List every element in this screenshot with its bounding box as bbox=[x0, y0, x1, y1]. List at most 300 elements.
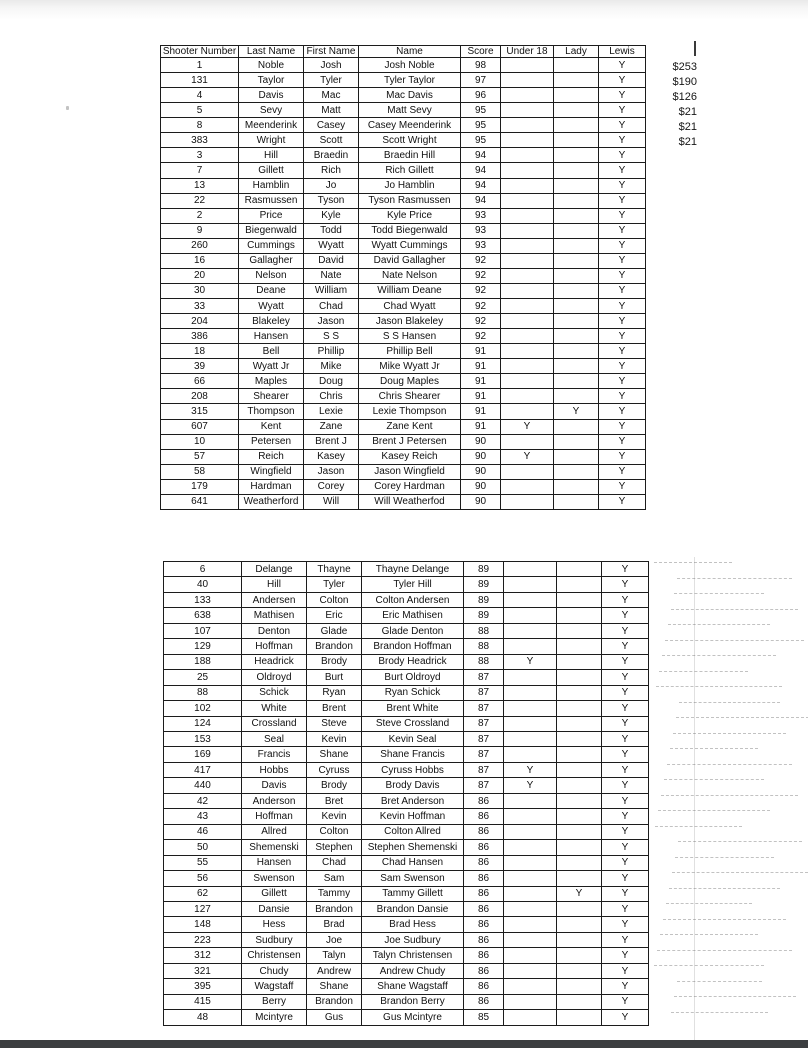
table-cell: Denton bbox=[242, 623, 307, 638]
table-cell: Wagstaff bbox=[242, 979, 307, 994]
table-cell bbox=[557, 793, 602, 808]
table-cell bbox=[501, 464, 554, 479]
table-cell: S S Hansen bbox=[359, 329, 461, 344]
table-cell: Y bbox=[599, 148, 646, 163]
table-cell bbox=[501, 253, 554, 268]
table-cell: Mathisen bbox=[242, 608, 307, 623]
ghost-dash-line bbox=[669, 888, 780, 889]
ghost-dash-line bbox=[676, 717, 808, 718]
table-cell: Will bbox=[304, 494, 359, 509]
table-cell: Y bbox=[599, 314, 646, 329]
table-cell: 88 bbox=[464, 623, 504, 638]
table-cell: Y bbox=[602, 1010, 649, 1026]
table-cell: 93 bbox=[461, 208, 501, 223]
table-cell bbox=[501, 238, 554, 253]
table-cell: Gus Mcintyre bbox=[362, 1010, 464, 1026]
table-cell: Tyler bbox=[304, 73, 359, 88]
ghost-dash-line bbox=[671, 609, 798, 610]
table-cell: Hill bbox=[242, 577, 307, 592]
table-row bbox=[164, 731, 649, 746]
table-cell bbox=[554, 449, 599, 464]
table-cell: Delange bbox=[242, 562, 307, 577]
table-cell bbox=[504, 871, 557, 886]
table-cell: Ryan Schick bbox=[362, 685, 464, 700]
table-cell: Y bbox=[599, 344, 646, 359]
table-cell: Davis bbox=[242, 778, 307, 793]
table-cell bbox=[501, 329, 554, 344]
table-cell: Weatherford bbox=[239, 494, 304, 509]
table-cell: Todd Biegenwald bbox=[359, 223, 461, 238]
ghost-dash-line bbox=[667, 764, 792, 765]
table-cell: Hardman bbox=[239, 479, 304, 494]
table-cell bbox=[504, 562, 557, 577]
table-cell bbox=[504, 809, 557, 824]
table-cell: Y bbox=[599, 464, 646, 479]
table-cell: Brad Hess bbox=[362, 917, 464, 932]
table-cell bbox=[554, 208, 599, 223]
table-cell: Meenderink bbox=[239, 118, 304, 133]
table-cell: 133 bbox=[164, 592, 242, 607]
table-cell: 87 bbox=[464, 731, 504, 746]
table-cell: Andrew Chudy bbox=[362, 963, 464, 978]
table-row bbox=[161, 389, 646, 404]
table-cell: Y bbox=[602, 886, 649, 901]
table-cell: Shane bbox=[307, 979, 362, 994]
payout-amount: $190 bbox=[672, 76, 697, 88]
table-cell: 86 bbox=[464, 994, 504, 1009]
table-cell bbox=[504, 840, 557, 855]
table-cell: Hess bbox=[242, 917, 307, 932]
table-cell: 124 bbox=[164, 716, 242, 731]
table-cell: Mike Wyatt Jr bbox=[359, 359, 461, 374]
table-cell: Brent White bbox=[362, 701, 464, 716]
table-cell: White bbox=[242, 701, 307, 716]
table-row bbox=[164, 855, 649, 870]
ghost-dash-line bbox=[678, 841, 802, 842]
table-cell: 386 bbox=[161, 329, 239, 344]
table-cell bbox=[504, 855, 557, 870]
table-cell: 95 bbox=[461, 103, 501, 118]
ghost-dash-line bbox=[656, 686, 782, 687]
table-cell bbox=[557, 670, 602, 685]
table-row bbox=[161, 283, 646, 298]
table-cell: 92 bbox=[461, 268, 501, 283]
table-cell: Brody bbox=[307, 654, 362, 669]
table-cell: Jason Wingfield bbox=[359, 464, 461, 479]
table-cell bbox=[504, 793, 557, 808]
table-cell: Phillip bbox=[304, 344, 359, 359]
table-cell: Scott bbox=[304, 133, 359, 148]
table-cell: Blakeley bbox=[239, 314, 304, 329]
table-cell: Crossland bbox=[242, 716, 307, 731]
ghost-dash-line bbox=[661, 795, 798, 796]
table-cell: 638 bbox=[164, 608, 242, 623]
table-row bbox=[161, 479, 646, 494]
table-cell: Chris Shearer bbox=[359, 389, 461, 404]
table-cell: 315 bbox=[161, 404, 239, 419]
table-cell: Y bbox=[599, 163, 646, 178]
table-row bbox=[161, 314, 646, 329]
table-cell: Josh bbox=[304, 58, 359, 73]
table-cell: Y bbox=[602, 654, 649, 669]
ghost-dash-line bbox=[657, 950, 792, 951]
table-cell: Jason bbox=[304, 314, 359, 329]
table-cell: 91 bbox=[461, 404, 501, 419]
table-row bbox=[161, 404, 646, 419]
table-cell: Taylor bbox=[239, 73, 304, 88]
table-cell: Shane Francis bbox=[362, 747, 464, 762]
table-cell: Doug bbox=[304, 374, 359, 389]
payout-amount: $21 bbox=[678, 106, 697, 118]
table-cell: 33 bbox=[161, 299, 239, 314]
table-cell: 2 bbox=[161, 208, 239, 223]
table-cell: 87 bbox=[464, 778, 504, 793]
table-cell: 94 bbox=[461, 163, 501, 178]
column-header: Score bbox=[461, 46, 501, 58]
table-cell bbox=[501, 494, 554, 509]
table-cell: Lexie bbox=[304, 404, 359, 419]
table-cell: Tyson bbox=[304, 193, 359, 208]
table-cell: Cyruss Hobbs bbox=[362, 762, 464, 777]
table-cell: Y bbox=[602, 701, 649, 716]
table-cell: 415 bbox=[164, 994, 242, 1009]
table-cell: 86 bbox=[464, 901, 504, 916]
ghost-dash-line bbox=[674, 593, 764, 594]
table-row bbox=[161, 103, 646, 118]
table-cell bbox=[501, 223, 554, 238]
table-cell: 87 bbox=[464, 685, 504, 700]
table-cell: Burt bbox=[307, 670, 362, 685]
table-cell: Stephen Shemenski bbox=[362, 840, 464, 855]
table-cell: Chad Wyatt bbox=[359, 299, 461, 314]
payout-amounts-column bbox=[645, 60, 697, 150]
payout-amount: $21 bbox=[678, 121, 697, 133]
table-cell: Mac Davis bbox=[359, 88, 461, 103]
table-cell: Chad bbox=[304, 299, 359, 314]
table-cell: Eric bbox=[307, 608, 362, 623]
table-cell: Y bbox=[599, 103, 646, 118]
ghost-dash-line bbox=[663, 919, 786, 920]
table-row bbox=[161, 268, 646, 283]
table-cell: Noble bbox=[239, 58, 304, 73]
table-cell: Y bbox=[599, 449, 646, 464]
table-cell: Y bbox=[602, 979, 649, 994]
table-cell bbox=[554, 163, 599, 178]
table-cell: Swenson bbox=[242, 871, 307, 886]
table-row bbox=[161, 434, 646, 449]
table-cell: Braedin Hill bbox=[359, 148, 461, 163]
table-row bbox=[161, 118, 646, 133]
table-cell: William Deane bbox=[359, 283, 461, 298]
table-cell: Brent J bbox=[304, 434, 359, 449]
table-cell: Shearer bbox=[239, 389, 304, 404]
table-row bbox=[161, 58, 646, 73]
table-cell: Kyle bbox=[304, 208, 359, 223]
table-cell bbox=[504, 1010, 557, 1026]
table-row bbox=[164, 963, 649, 978]
column-header: Lady bbox=[554, 46, 599, 58]
table-row bbox=[161, 178, 646, 193]
table-cell: Y bbox=[504, 778, 557, 793]
table-cell: 148 bbox=[164, 917, 242, 932]
table-cell: 90 bbox=[461, 449, 501, 464]
table-cell bbox=[554, 283, 599, 298]
table-cell: Tyson Rasmussen bbox=[359, 193, 461, 208]
table-cell: 87 bbox=[464, 670, 504, 685]
table-cell: 86 bbox=[464, 809, 504, 824]
table-cell bbox=[554, 389, 599, 404]
table-cell: 87 bbox=[464, 762, 504, 777]
ghost-dash-line bbox=[668, 624, 770, 625]
table-cell: 204 bbox=[161, 314, 239, 329]
table-cell: Thayne Delange bbox=[362, 562, 464, 577]
table-cell bbox=[557, 1010, 602, 1026]
table-row bbox=[164, 685, 649, 700]
table-cell bbox=[557, 639, 602, 654]
table-cell: 641 bbox=[161, 494, 239, 509]
table-cell: Andersen bbox=[242, 592, 307, 607]
table-cell: Colton bbox=[307, 824, 362, 839]
table-cell: 56 bbox=[164, 871, 242, 886]
table-cell: 321 bbox=[164, 963, 242, 978]
table-cell: Hoffman bbox=[242, 809, 307, 824]
table-cell: Kevin bbox=[307, 809, 362, 824]
table-cell bbox=[554, 374, 599, 389]
table-cell: Schick bbox=[242, 685, 307, 700]
column-header: Lewis bbox=[599, 46, 646, 58]
table-row bbox=[164, 562, 649, 577]
table-cell: Y bbox=[602, 809, 649, 824]
table-cell: Y bbox=[599, 434, 646, 449]
column-header: Shooter Number bbox=[161, 46, 239, 58]
table-cell: 383 bbox=[161, 133, 239, 148]
table-cell: Sevy bbox=[239, 103, 304, 118]
table-row bbox=[161, 223, 646, 238]
table-row bbox=[161, 359, 646, 374]
table-cell bbox=[554, 148, 599, 163]
table-cell: Y bbox=[599, 479, 646, 494]
table-cell: Will Weatherfod bbox=[359, 494, 461, 509]
table-row bbox=[164, 871, 649, 886]
table-cell: Y bbox=[602, 670, 649, 685]
table-cell: 92 bbox=[461, 283, 501, 298]
table-cell: Wingfield bbox=[239, 464, 304, 479]
table-cell bbox=[501, 389, 554, 404]
table-cell: Rich Gillett bbox=[359, 163, 461, 178]
ghost-dash-line bbox=[672, 872, 808, 873]
table-cell bbox=[504, 979, 557, 994]
table-cell: Tyler bbox=[307, 577, 362, 592]
table-cell bbox=[501, 163, 554, 178]
table-cell: Hansen bbox=[239, 329, 304, 344]
table-cell: Doug Maples bbox=[359, 374, 461, 389]
table-cell: Wright bbox=[239, 133, 304, 148]
table-cell: 89 bbox=[464, 577, 504, 592]
table-cell: Y bbox=[602, 793, 649, 808]
table-cell: Phillip Bell bbox=[359, 344, 461, 359]
table-cell: Nate Nelson bbox=[359, 268, 461, 283]
table-cell: Y bbox=[599, 268, 646, 283]
table-cell: Y bbox=[602, 608, 649, 623]
table-cell bbox=[501, 344, 554, 359]
table-cell bbox=[554, 88, 599, 103]
table-cell bbox=[504, 639, 557, 654]
table-cell: 43 bbox=[164, 809, 242, 824]
table-cell: Gillett bbox=[242, 886, 307, 901]
table-cell: 90 bbox=[461, 479, 501, 494]
table-cell bbox=[557, 809, 602, 824]
table-cell: 88 bbox=[464, 654, 504, 669]
table-cell: 4 bbox=[161, 88, 239, 103]
table-cell: 86 bbox=[464, 886, 504, 901]
column-header: Last Name bbox=[239, 46, 304, 58]
table-cell: Y bbox=[602, 623, 649, 638]
table-cell: Y bbox=[599, 329, 646, 344]
table-row bbox=[164, 639, 649, 654]
table-cell bbox=[557, 592, 602, 607]
table-cell: Colton Andersen bbox=[362, 592, 464, 607]
table-cell bbox=[557, 701, 602, 716]
ghost-dash-line bbox=[674, 996, 796, 997]
table-cell bbox=[504, 917, 557, 932]
table-cell bbox=[501, 118, 554, 133]
header-row bbox=[161, 46, 646, 58]
table-cell bbox=[557, 654, 602, 669]
table-row bbox=[164, 1010, 649, 1026]
table-cell bbox=[504, 963, 557, 978]
table-cell: Y bbox=[504, 762, 557, 777]
table-cell: 8 bbox=[161, 118, 239, 133]
table-cell bbox=[504, 886, 557, 901]
table-cell bbox=[554, 299, 599, 314]
table-cell: William bbox=[304, 283, 359, 298]
table-cell bbox=[554, 419, 599, 434]
ghost-dash-line bbox=[677, 981, 762, 982]
table-row bbox=[161, 148, 646, 163]
payout-amount: $21 bbox=[678, 136, 697, 148]
table-cell: 25 bbox=[164, 670, 242, 685]
table-cell: Allred bbox=[242, 824, 307, 839]
table-cell: Tyler Hill bbox=[362, 577, 464, 592]
column-header: First Name bbox=[304, 46, 359, 58]
table-cell bbox=[504, 670, 557, 685]
table-cell: Hobbs bbox=[242, 762, 307, 777]
table-cell: Zane bbox=[304, 419, 359, 434]
table-row bbox=[161, 253, 646, 268]
table-cell bbox=[554, 223, 599, 238]
table-cell bbox=[554, 434, 599, 449]
table-row bbox=[164, 809, 649, 824]
table-cell: Y bbox=[599, 404, 646, 419]
ghost-dash-line bbox=[655, 826, 742, 827]
table-cell: Casey Meenderink bbox=[359, 118, 461, 133]
table-cell: Price bbox=[239, 208, 304, 223]
table-cell: Oldroyd bbox=[242, 670, 307, 685]
table-cell: 417 bbox=[164, 762, 242, 777]
table-cell: Chudy bbox=[242, 963, 307, 978]
table-cell: Bret bbox=[307, 793, 362, 808]
table-cell: Matt Sevy bbox=[359, 103, 461, 118]
ghost-dash-line bbox=[670, 748, 758, 749]
table-cell bbox=[557, 608, 602, 623]
table-cell: 94 bbox=[461, 193, 501, 208]
table-row bbox=[164, 623, 649, 638]
table-cell: Shane Wagstaff bbox=[362, 979, 464, 994]
table-cell: Rasmussen bbox=[239, 193, 304, 208]
table-cell: 86 bbox=[464, 840, 504, 855]
ghost-dash-line bbox=[675, 857, 774, 858]
table-cell: Y bbox=[599, 389, 646, 404]
table-row bbox=[164, 762, 649, 777]
table-cell: 440 bbox=[164, 778, 242, 793]
table-cell bbox=[554, 314, 599, 329]
table-cell: 57 bbox=[161, 449, 239, 464]
table-cell: Sam Swenson bbox=[362, 871, 464, 886]
ghost-dash-line bbox=[677, 578, 792, 579]
table-row bbox=[164, 608, 649, 623]
table-cell: Wyatt bbox=[304, 238, 359, 253]
table-cell: Jason bbox=[304, 464, 359, 479]
table-cell: Brandon bbox=[307, 639, 362, 654]
table-cell: 90 bbox=[461, 434, 501, 449]
table-cell: Brody bbox=[307, 778, 362, 793]
table-cell: 9 bbox=[161, 223, 239, 238]
table-row bbox=[161, 464, 646, 479]
table-cell: 94 bbox=[461, 148, 501, 163]
table-cell: Kent bbox=[239, 419, 304, 434]
table-cell: 153 bbox=[164, 731, 242, 746]
table-cell: 91 bbox=[461, 359, 501, 374]
table-cell: 89 bbox=[464, 562, 504, 577]
table-cell: Wyatt Jr bbox=[239, 359, 304, 374]
scores-table-page2 bbox=[163, 561, 649, 1026]
ghost-dash-line bbox=[679, 702, 780, 703]
table-cell bbox=[554, 253, 599, 268]
table-cell bbox=[557, 762, 602, 777]
table-cell: 40 bbox=[164, 577, 242, 592]
ghost-dash-line bbox=[658, 810, 770, 811]
table-row bbox=[161, 88, 646, 103]
table-row bbox=[161, 344, 646, 359]
table-cell bbox=[557, 948, 602, 963]
table-cell: 96 bbox=[461, 88, 501, 103]
text-cursor-mark bbox=[694, 41, 696, 56]
table-cell: 95 bbox=[461, 133, 501, 148]
table-cell bbox=[554, 494, 599, 509]
table-cell bbox=[504, 747, 557, 762]
table-cell: Scott Wright bbox=[359, 133, 461, 148]
table-cell bbox=[554, 344, 599, 359]
table-cell: 260 bbox=[161, 238, 239, 253]
table-cell bbox=[501, 148, 554, 163]
table-row bbox=[161, 238, 646, 253]
table-row bbox=[164, 840, 649, 855]
table-cell: 7 bbox=[161, 163, 239, 178]
table-cell: Y bbox=[599, 374, 646, 389]
table-cell bbox=[501, 359, 554, 374]
table-cell bbox=[501, 58, 554, 73]
table-cell: Kevin Seal bbox=[362, 731, 464, 746]
table-row bbox=[161, 494, 646, 509]
table-cell: 92 bbox=[461, 299, 501, 314]
table-cell: Matt bbox=[304, 103, 359, 118]
table-cell bbox=[504, 608, 557, 623]
table-cell: 395 bbox=[164, 979, 242, 994]
table-cell: 92 bbox=[461, 253, 501, 268]
table-cell bbox=[504, 716, 557, 731]
table-cell: 107 bbox=[164, 623, 242, 638]
table-row bbox=[164, 716, 649, 731]
